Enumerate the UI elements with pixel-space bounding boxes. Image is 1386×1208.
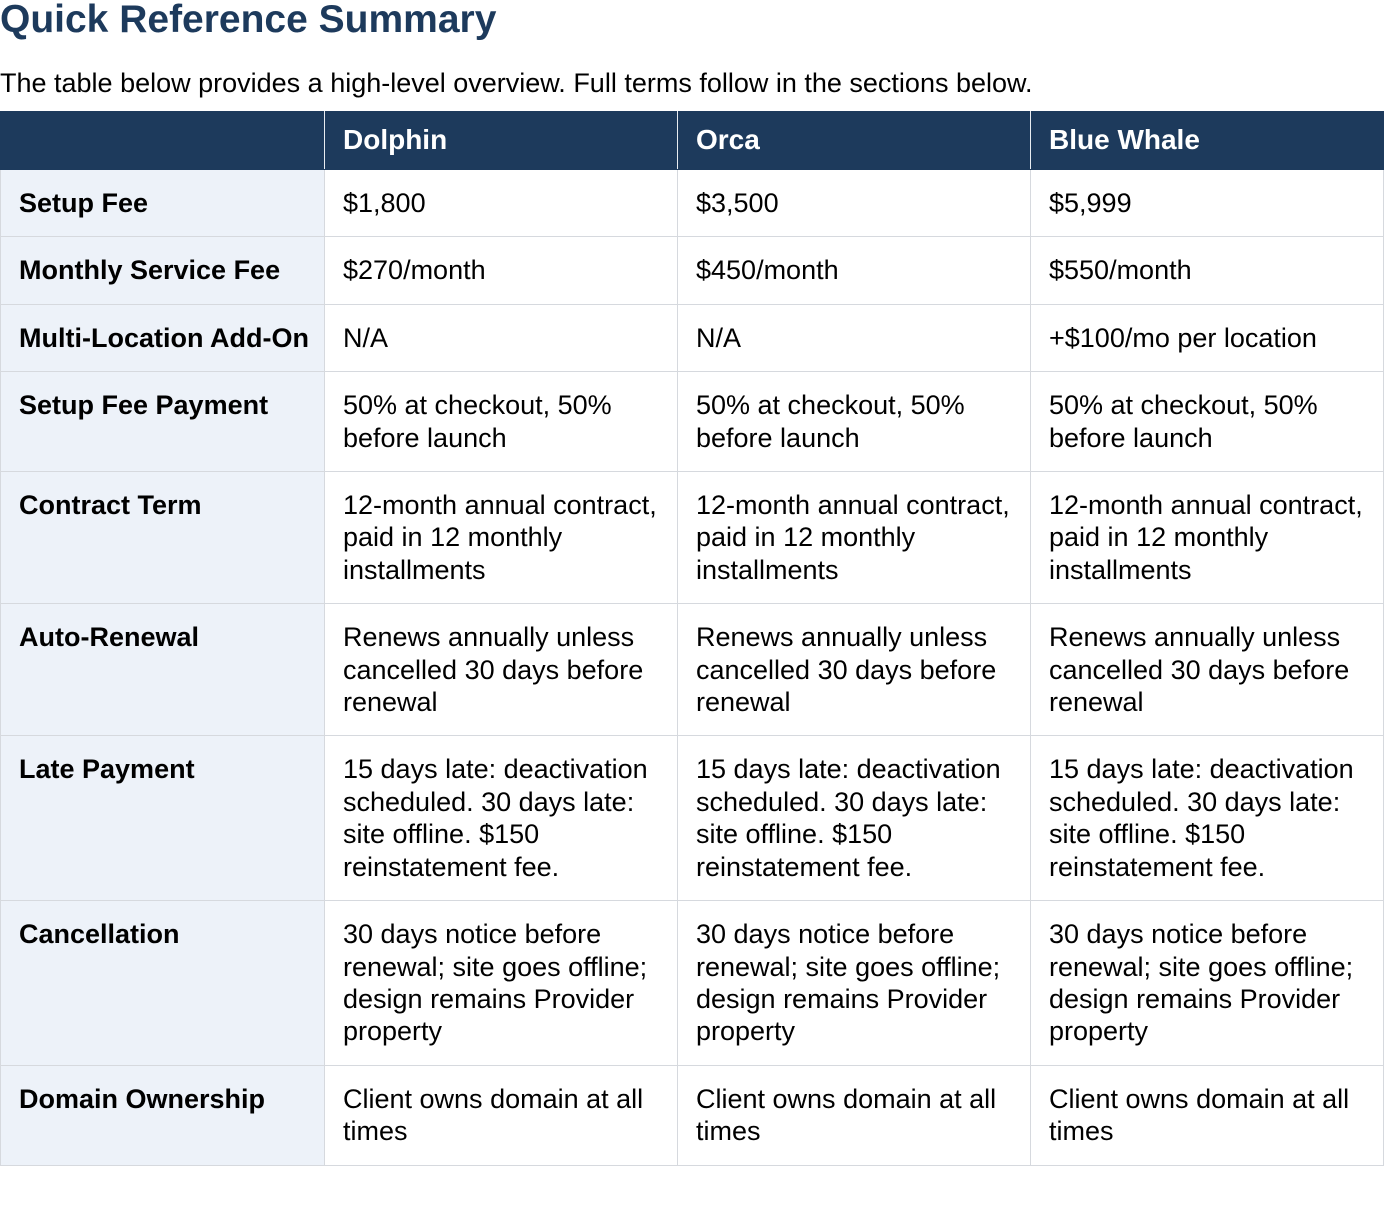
- row-label: Domain Ownership: [1, 1065, 325, 1165]
- table-cell: Renews annually unless cancelled 30 days before renewal: [678, 604, 1031, 736]
- table-row: [1, 372, 1384, 472]
- table-row: [1, 604, 1384, 736]
- summary-table: [0, 111, 1384, 1166]
- row-label: Late Payment: [1, 736, 325, 901]
- table-row: [1, 736, 1384, 901]
- row-label: Auto-Renewal: [1, 604, 325, 736]
- table-cell: $550/month: [1031, 237, 1384, 304]
- row-label: Cancellation: [1, 901, 325, 1066]
- table-cell: Renews annually unless cancelled 30 days before renewal: [1031, 604, 1384, 736]
- page-title: Quick Reference Summary: [0, 0, 497, 41]
- table-cell: $270/month: [325, 237, 678, 304]
- column-header-dolphin: Dolphin: [325, 112, 678, 170]
- table-cell: 12-month annual contract, paid in 12 monthly installments: [678, 472, 1031, 604]
- column-header-blue-whale: Blue Whale: [1031, 112, 1384, 170]
- table-cell: N/A: [678, 304, 1031, 371]
- table-cell: 30 days notice before renewal; site goes offline; design remains Provider property: [678, 901, 1031, 1066]
- row-label: Multi-Location Add-On: [1, 304, 325, 371]
- row-label: Setup Fee Payment: [1, 372, 325, 472]
- table-cell: 50% at checkout, 50% before launch: [325, 372, 678, 472]
- table-cell: 12-month annual contract, paid in 12 monthly installments: [1031, 472, 1384, 604]
- table-cell: 50% at checkout, 50% before launch: [1031, 372, 1384, 472]
- table-cell: $3,500: [678, 170, 1031, 237]
- table-cell: Client owns domain at all times: [678, 1065, 1031, 1165]
- intro-text: The table below provides a high-level overview. Full terms follow in the sections below.: [0, 68, 1033, 98]
- table-cell: $5,999: [1031, 170, 1384, 237]
- table-cell: +$100/mo per location: [1031, 304, 1384, 371]
- table-cell: Client owns domain at all times: [325, 1065, 678, 1165]
- column-header-blank: [1, 112, 325, 170]
- table-row: [1, 472, 1384, 604]
- table-row: [1, 170, 1384, 237]
- table-cell: 30 days notice before renewal; site goes offline; design remains Provider property: [325, 901, 678, 1066]
- table-row: [1, 1065, 1384, 1165]
- table-cell: 15 days late: deactivation scheduled. 30 days late: site offline. $150 reinstatement fee.: [678, 736, 1031, 901]
- table-header-row: [1, 112, 1384, 170]
- table-cell: 15 days late: deactivation scheduled. 30 days late: site offline. $150 reinstatement fee.: [325, 736, 678, 901]
- table-cell: 12-month annual contract, paid in 12 monthly installments: [325, 472, 678, 604]
- table-cell: N/A: [325, 304, 678, 371]
- row-label: Monthly Service Fee: [1, 237, 325, 304]
- table-cell: $450/month: [678, 237, 1031, 304]
- table-cell: Client owns domain at all times: [1031, 1065, 1384, 1165]
- row-label: Setup Fee: [1, 170, 325, 237]
- table-cell: 50% at checkout, 50% before launch: [678, 372, 1031, 472]
- table-row: [1, 901, 1384, 1066]
- row-label: Contract Term: [1, 472, 325, 604]
- table-cell: 15 days late: deactivation scheduled. 30 days late: site offline. $150 reinstatement fee.: [1031, 736, 1384, 901]
- column-header-orca: Orca: [678, 112, 1031, 170]
- table-cell: $1,800: [325, 170, 678, 237]
- table-cell: Renews annually unless cancelled 30 days before renewal: [325, 604, 678, 736]
- table-cell: 30 days notice before renewal; site goes offline; design remains Provider property: [1031, 901, 1384, 1066]
- table-row: [1, 237, 1384, 304]
- table-row: [1, 304, 1384, 371]
